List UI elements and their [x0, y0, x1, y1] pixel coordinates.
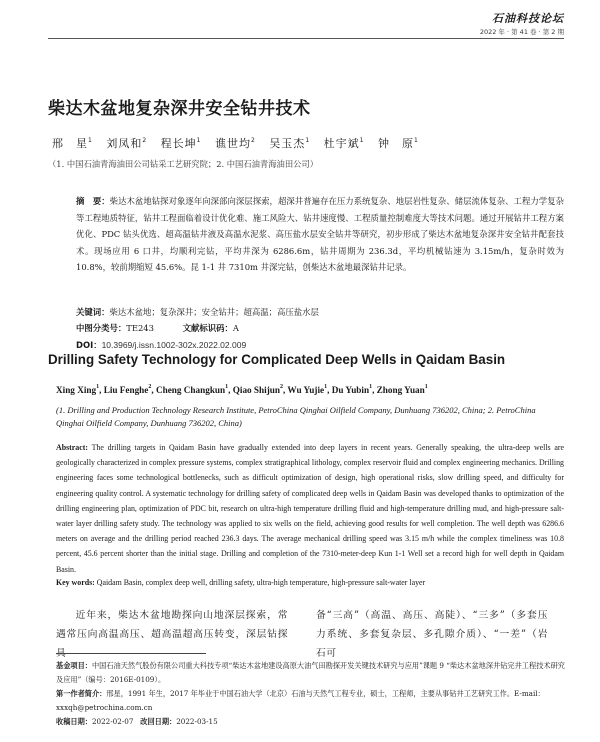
- keywords-cn: [76, 306, 319, 318]
- abstract-cn: [76, 193, 564, 276]
- footnote-dates: 收稿日期：2022-02-07 改回日期：2022-03-15: [56, 717, 218, 726]
- title-en: Drilling Safety Technology for Complicated Deep Wells in Qaidam Basin: [48, 352, 506, 367]
- body-text-right: 备“三高”（高温、高压、高陡）、“三多”（多套压力系统、多套复杂层、多孔隙介质）、“一差”（岩石可: [316, 610, 548, 659]
- classification-line: [76, 322, 239, 334]
- author-cn: 邢 星$^1$: [52, 137, 93, 150]
- abstract-cn-label: 摘 要：: [76, 196, 110, 206]
- doi-value[interactable]: 10.3969/j.issn.1002-302x.2022.02.009: [101, 340, 247, 350]
- affiliation-en: (1. Drilling and Production Technology Research Institute, PetroChina Qinghai Oilfield Company, Dunhuang 736202, China; 2. PetroChina Qinghai Oilfield Company, Dunhuang 736202, China): [56, 405, 536, 428]
- abstract-en-text: The drilling targets in Qaidam Basin have gradually extended into deep layers in recent years. Generally speaking, the ultra-deep wells are geologically characterized in complex pressure systems, complex stratigraphical lithology, complex reservoir fluid and complex engineering mechanics. Drilling engineering faces some technological bottlenecks, such as difficult optimization of design, high operational risks, slow drilling speed, and difficulty for engineering quality control. A systematic technology for drilling safety of complicated deep wells in Qaidam Basin was developed thanks to optimization of the drilling engineering plan, optimization of PDC bit, research on ultra-high temperature drilling fluid and high-temperature drilling mud, and high-pressure salt-water layer drilling safety study. The technology was applied to six wells on the field, achieving good results for well completion. The well depth was 6286.6 meters on average and the drilling period reached 236.3 days. The average mechanical drilling speed was 3.15 m/h while the complex timeliness was 10.8 percent, 45.6 percent shorter than the initial stage. Drilling and completion of the 7310-meter-deep Kun 1-1 Well set a record high for well depth in Qaidam Basin.: [56, 443, 564, 574]
- author-cn: 杜宇斌$^1$: [323, 137, 365, 150]
- footnote-author: 第一作者简介：邢星，1991 年生，2017 年毕业于中国石油大学（北京）石油与天然气工程专业，硕士，工程师，主要从事钻井工艺研究工作。E-mail：xxxqh@petrochina.com.cn: [56, 689, 545, 712]
- authors-en: Xing Xing$^1$, Liu Fenghe$^2$, Cheng Changkun$^1$, Qiao Shijun$^2$, Wu Yujie$^1$, Du Yubin$^1$, Zhong Yuan$^1$: [56, 384, 428, 395]
- issue-info: 2022 年 · 第 41 卷 · 第 2 期: [479, 28, 564, 36]
- header-rule: [48, 38, 564, 39]
- author-cn: 钟 原$^1$: [377, 137, 419, 150]
- author-cn: 程长坤$^1$: [160, 137, 202, 150]
- author-cn: 吴玉杰$^1$: [269, 137, 311, 150]
- keywords-en: [56, 578, 564, 587]
- footnotes: [56, 659, 568, 729]
- authors-cn: [52, 135, 419, 151]
- author-cn: 谯世均$^2$: [214, 137, 256, 150]
- doc-code-value: A: [232, 323, 239, 333]
- title-cn: 柴达木盆地复杂深井安全钻井技术: [48, 99, 311, 119]
- author-cn: 刘凤和$^2$: [106, 137, 148, 150]
- abstract-en: [56, 440, 564, 577]
- abstract-en-label: Abstract:: [56, 443, 88, 452]
- keywords-cn-text: 柴达木盆地；复杂深井；安全钻井；超高温；高压盐水层: [109, 307, 319, 317]
- keywords-en-text: Qaidam Basin, complex deep well, drilling safety, ultra-high temperature, high-pressure salt-water layer: [96, 578, 426, 587]
- affiliation-cn: （1. 中国石油青海油田公司钻采工艺研究院；2. 中国石油青海油田公司）: [48, 159, 319, 169]
- body-text-left: 近年来，柴达木盆地勘探向山地深层探索，常遇常压向高温高压、超高温超高压转变，深层钻探具: [56, 610, 288, 659]
- doc-code-label: 文献标识码：: [182, 323, 233, 333]
- clc-label: 中图分类号：: [76, 323, 127, 333]
- abstract-cn-text: 柴达木盆地钻探对象逐年向深部向深层探索，超深井普遍存在压力系统复杂、地层岩性复杂、储层流体复杂、工程力学复杂等工程地质特征，钻井工程面临着设计优化难、施工风险大、钻井速度慢、工程质量控制难度大等技术问题。通过开展钻井工程方案优化、PDC 钻头优选、超高温钻井液及高温水泥浆、高压盐水层安全钻井等研究，初步形成了柴达木盆地复杂深井安全钻井配套技术。现场应用 6 口井，均顺利完钻，平均井深为 6286.6m，钻井周期为 236.3d，平均机械钻速为 3.15m/h，复杂时效为 10.8%，较前期缩短 45.6%。昆 1-1 井 7310m 井深完钻，创柴达木盆地最深钻井记录。: [76, 196, 565, 272]
- clc-value: TE243: [126, 323, 154, 333]
- doi-label: DOI：: [76, 340, 102, 350]
- footnote-rule: [56, 653, 206, 654]
- keywords-en-label: Key words:: [56, 578, 95, 587]
- doi-line: [76, 339, 246, 351]
- journal-name: 石油科技论坛: [492, 12, 564, 25]
- footnote-fund: 基金项目：中国石油天然气股份有限公司重大科技专项“柴达木盆地建设高原大油气田勘探开发关键技术研究与应用”课题 9 “柴达木盆地深井钻完井工程技术研究及应用”（编号：2016E-0109）。: [56, 661, 565, 684]
- keywords-cn-label: 关键词：: [76, 307, 110, 317]
